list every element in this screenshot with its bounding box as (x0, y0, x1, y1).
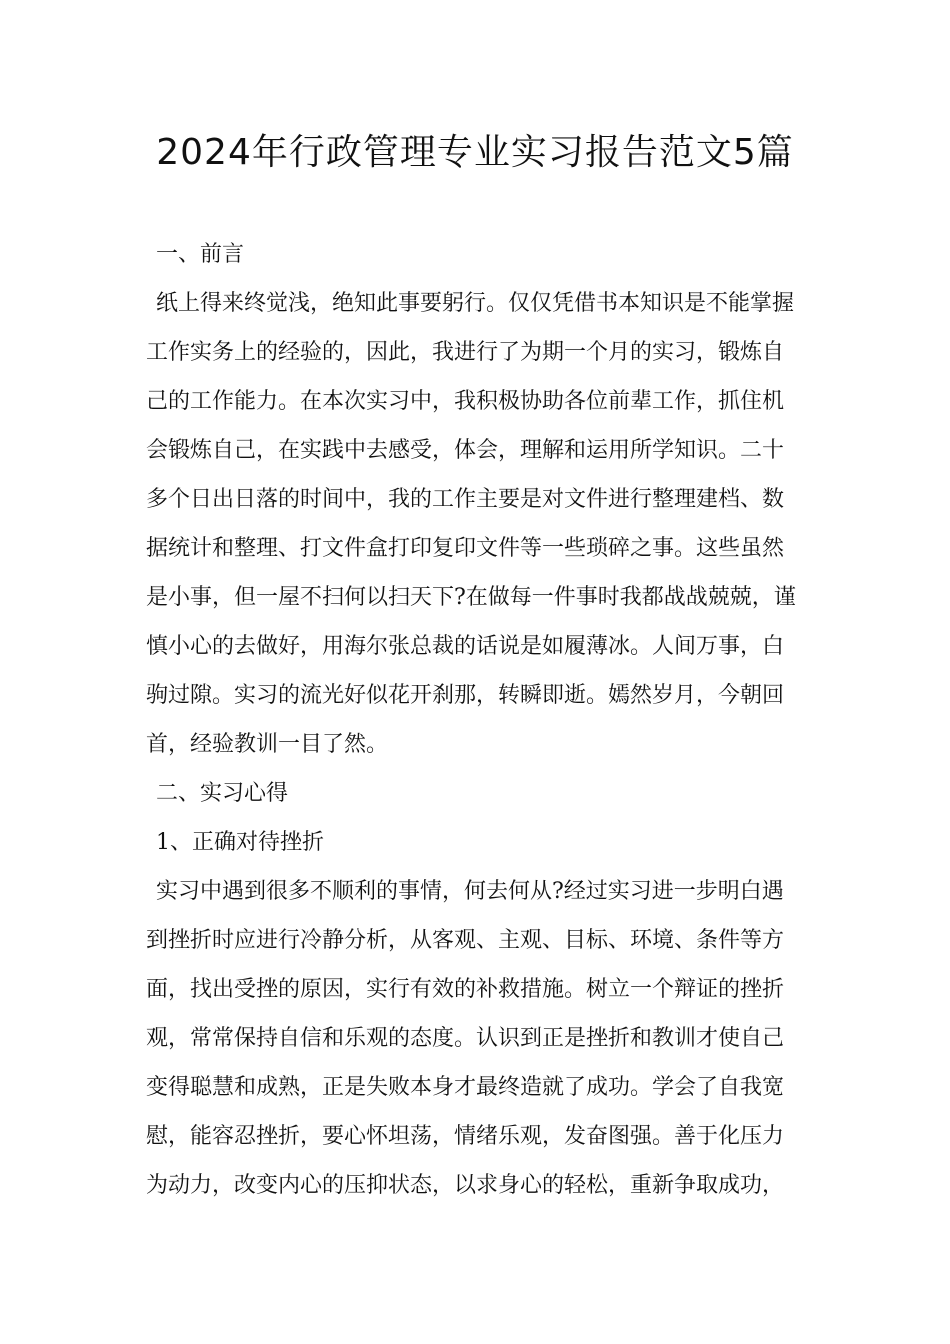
text-line: 实习中遇到很多不顺利的事情，何去何从?经过实习进一步明白遇 (156, 879, 784, 904)
text-line: 为动力，改变内心的压抑状态，以求身心的轻松，重新争取成功， (146, 1173, 785, 1198)
text-line: 面，找出受挫的原因，实行有效的补救措施。树立一个辩证的挫折 (146, 977, 785, 1002)
text-line: 驹过隙。实习的流光好似花开刹那，转瞬即逝。嫣然岁月，今朝回 (146, 683, 785, 708)
document-body (146, 230, 812, 1210)
document-title: 2024年行政管理专业实习报告范文5篇 (156, 132, 794, 173)
text-line: 到挫折时应进行冷静分析，从客观、主观、目标、环境、条件等方 (146, 928, 785, 953)
text-line: 首，经验教训一目了然。 (146, 732, 389, 757)
text-line: 多个日出日落的时间中，我的工作主要是对文件进行整理建档、数 (146, 487, 785, 512)
text-line: 二、实习心得 (156, 781, 289, 806)
text-line: 据统计和整理、打文件盒打印复印文件等一些琐碎之事。这些虽然 (146, 536, 785, 561)
text-line: 慰，能容忍挫折，要心怀坦荡，情绪乐观，发奋图强。善于化压力 (146, 1124, 785, 1149)
text-line: 一、前言 (156, 242, 245, 267)
text-line: 是小事，但一屋不扫何以扫天下?在做每一件事时我都战战兢兢，谨 (146, 585, 796, 610)
text-line: 会锻炼自己，在实践中去感受，体会，理解和运用所学知识。二十 (146, 438, 785, 463)
text-line: 慎小心的去做好，用海尔张总裁的话说是如履薄冰。人间万事，白 (146, 634, 785, 659)
text-line: 观，常常保持自信和乐观的态度。认识到正是挫折和教训才使自己 (146, 1026, 785, 1051)
text-line: 纸上得来终觉浅，绝知此事要躬行。仅仅凭借书本知识是不能掌握 (156, 291, 795, 316)
text-line: 变得聪慧和成熟，正是失败本身才最终造就了成功。学会了自我宽 (146, 1075, 785, 1100)
text-line: 1、正确对待挫折 (156, 830, 324, 855)
text-line: 工作实务上的经验的，因此，我进行了为期一个月的实习，锻炼自 (146, 340, 785, 365)
text-line: 己的工作能力。在本次实习中，我积极协助各位前辈工作，抓住机 (146, 389, 785, 414)
